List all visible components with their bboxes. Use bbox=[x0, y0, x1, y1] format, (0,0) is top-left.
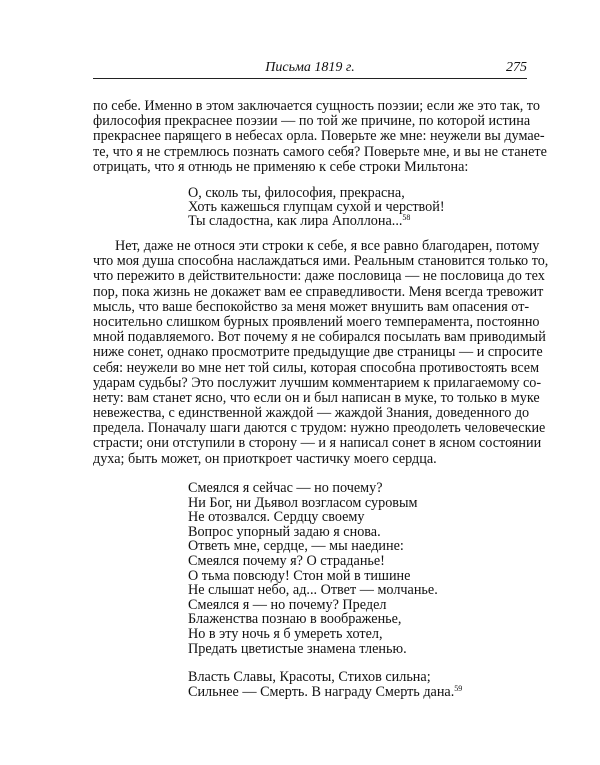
sonnet-line: Но в эту ночь я б умереть хотел, bbox=[188, 625, 383, 642]
text-line: духа; быть может, он приоткроет частичку моего сердца. bbox=[93, 450, 437, 467]
text-line: предела. Поначалу шаги даются с трудом: нужно преодолеть человеческие bbox=[93, 420, 546, 437]
verse-line: О, сколь ты, философия, прекрасна, bbox=[188, 185, 405, 201]
sonnet-line: Власть Славы, Красоты, Стихов сильна; bbox=[188, 669, 431, 686]
text-line: отрицать, что я отнюдь не применяю к себе строки Мильтона: bbox=[93, 158, 469, 175]
text-line: Нет, даже не относя эти строки к себе, я все равно благодарен, потому bbox=[115, 238, 540, 254]
text-line: что моя душа способна наслаждаться ими. Реальным становится только то, bbox=[93, 253, 549, 270]
text-line: нету: вам станет ясно, что если он и был написан в муке, то только в муке bbox=[93, 389, 540, 406]
text-line: философия прекраснее поэзии — по той же причине, по которой истина bbox=[93, 113, 531, 130]
sonnet-line: Смеялся я — но почему? Предел bbox=[188, 596, 387, 613]
sonnet bbox=[188, 481, 462, 699]
sonnet-line: Смеялся почему я? О страданье! bbox=[188, 552, 385, 569]
text-line: мной подавляемого. Вот почему я не собирался посылать вам приводимый bbox=[93, 329, 546, 346]
running-header bbox=[93, 60, 527, 76]
text-line: по себе. Именно в этом заключается сущность поэзии; если же это так, то bbox=[93, 98, 540, 114]
sonnet-line: Ответь мне, сердце, — мы наедине: bbox=[188, 538, 404, 555]
sonnet-line: Блаженства познаю в воображенье, bbox=[188, 611, 402, 628]
verse-line: Ты сладостна, как лира Аполлона... bbox=[188, 213, 403, 230]
sonnet-line: Вопрос упорный задаю я снова. bbox=[188, 523, 381, 540]
paragraph-1 bbox=[93, 98, 547, 175]
sonnet-line: Ни Бог, ни Дьявол возгласом суровым bbox=[188, 494, 418, 511]
sonnet-line: Сильнее — Смерть. В награду Смерть дана. bbox=[188, 683, 455, 700]
sonnet-line: Не слышат небо, ад... Ответ — молчанье. bbox=[188, 582, 438, 599]
text-line: носительно слишком бурных проявлений моего темперамента, постоянно bbox=[93, 313, 540, 330]
page-number: 275 bbox=[506, 60, 527, 75]
text-line: те, что я не стремлюсь познать самого себя? Поверьте мне, и вы не станете bbox=[93, 143, 547, 160]
verse-quote bbox=[188, 186, 445, 229]
footnote-ref: 58 bbox=[402, 213, 411, 223]
text-line: мысль, что ваше беспокойство за меня может внушить вам опасения от- bbox=[93, 298, 530, 315]
text-line: невежества, с единственной жаждой — жаждой Знания, доведенного до bbox=[93, 405, 530, 422]
text-line: страсти; они отступили в сторону — и я написал сонет в ясном состоянии bbox=[93, 435, 542, 452]
running-title: Письма 1819 г. bbox=[265, 60, 355, 75]
header-rule bbox=[93, 78, 527, 79]
sonnet-line: О тьма повсюду! Стон мой в тишине bbox=[188, 567, 411, 584]
verse-line: Хоть кажешься глупцам сухой и черствой! bbox=[188, 199, 445, 216]
text-line: пор, пока жизнь не докажет вам ее справедливости. Меня всегда тревожит bbox=[93, 283, 544, 300]
text-line: себя: неужели во мне нет той силы, которая способна противостоять всем bbox=[93, 359, 540, 376]
paragraph-2 bbox=[93, 238, 549, 467]
footnote-ref: 59 bbox=[454, 683, 463, 693]
text-line: ударам судьбы? Это послужит лучшим комментарием к прилагаемому со- bbox=[93, 374, 542, 391]
text-line: что пережито в действительности: даже пословица — не пословица до тех bbox=[93, 268, 545, 285]
sonnet-line: Смеялся я сейчас — но почему? bbox=[188, 480, 383, 496]
text-line: ниже сонет, однако просмотрите предыдущие две страницы — и спросите bbox=[93, 344, 543, 361]
sonnet-line: Предать цветистые знамена тленью. bbox=[188, 640, 407, 657]
text-line: прекраснее парящего в небесах орла. Поверьте же мне: неужели вы думае- bbox=[93, 128, 545, 145]
sonnet-line: Не отозвался. Сердцу своему bbox=[188, 509, 365, 526]
